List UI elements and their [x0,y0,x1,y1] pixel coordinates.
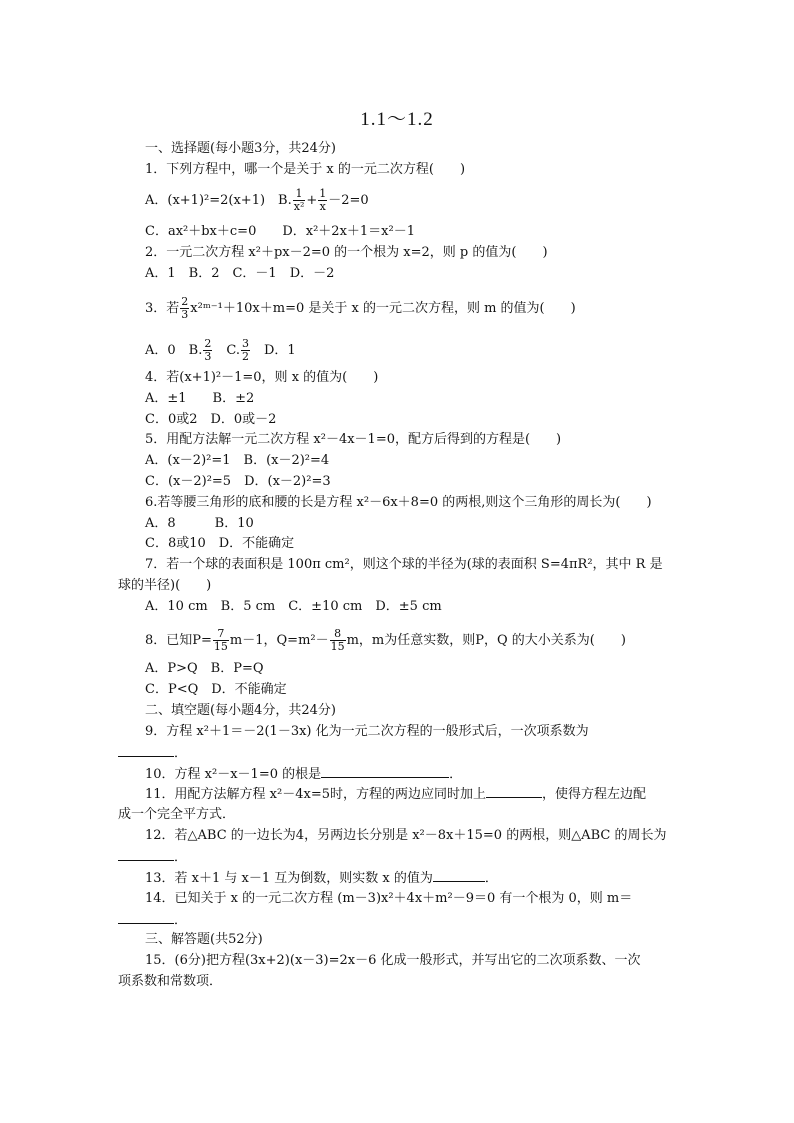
q11-answer-blank[interactable] [486,785,542,798]
question-15-continued: 项系数和常数项． [118,974,223,989]
q1-fraction-2: $\frac{1}{x}$ [319,187,327,213]
question-2: 2．一元二次方程 x²＋px－2=0 的一个根为 x=2，则 p 的值为( ) [145,245,548,260]
question-6-options-ab: A．8 B．10 [145,516,254,531]
q3-option-c-fraction: $\frac{3}{2}$ [241,337,249,363]
question-6-options-cd: C．8或10 D．不能确定 [145,536,295,551]
q8-fraction-1: $\frac{7}{15}$ [213,627,228,653]
q9-answer-blank[interactable] [118,744,174,757]
question-3: 3．若 $\frac{2}{3}$ x²ᵐ⁻¹＋10x＋m=0 是关于 x 的一元二次方程，则 m 的值为( ) [145,295,576,321]
question-11: 11．用配方法解方程 x²－4x=5时，方程的两边应同时加上 ，使得方程左边配 [145,787,646,802]
question-13: 13．若 x＋1 与 x－1 互为倒数，则实数 x 的值为 ． [145,871,498,886]
question-15: 15．(6分)把方程(3x+2)(x－3)=2x－6 化成一般形式，并写出它的二次项系数、一次 [145,953,641,968]
q1-option-a: A．(x+1)²=2(x+1) B. [145,193,292,208]
question-7-options: A．10 cm B．5 cm C．±10 cm D．±5 cm [145,599,442,614]
question-1: 1．下列方程中，哪一个是关于 x 的一元二次方程( ) [145,162,466,177]
section-heading-fill: 二、填空题(每小题4分，共24分) [145,703,336,718]
question-8-options-ab: A．P>Q B．P=Q [145,661,264,676]
question-12-answer-line: ． [118,848,187,867]
question-14-answer-line: ． [118,911,187,930]
q1-fraction-1: $\frac{1}{\text{x²}}$ [293,187,305,213]
q3-fraction: $\frac{2}{3}$ [181,295,189,321]
section-heading-choice: 一、选择题(每小题3分，共24分) [145,141,336,156]
question-5-options-cd: C．(x－2)²=5 D．(x－2)²=3 [145,474,331,489]
question-7: 7．若一个球的表面积是 100π cm²，则这个球的半径为(球的表面积 S=4πR²，其中 R 是 [145,557,663,572]
question-3-options: A．0 B. $\frac{2}{3}$ C. $\frac{3}{2}$ D．1 [145,337,296,363]
q10-answer-blank[interactable] [321,765,449,778]
question-1-options-ab: A．(x+1)²=2(x+1) B. $\frac{1}{\text{x²}}$ + $\frac{1}{x}$ －2=0 [145,187,369,213]
question-2-options: A．1 B．2 C．－1 D．－2 [145,266,335,281]
question-6: 6.若等腰三角形的底和腰的长是方程 x²－6x＋8=0 的两根,则这个三角形的周长为( ) [145,495,652,510]
question-9-answer-line: ． [118,744,187,763]
question-8-options-cd: C．P<Q D．不能确定 [145,682,287,697]
q12-answer-blank[interactable] [118,848,174,861]
question-12: 12．若△ABC 的一边长为4，另两边长分别是 x²－8x＋15=0 的两根，则△ABC 的周长为 [145,828,667,843]
question-9: 9．方程 x²＋1＝－2(1－3x) 化为一元二次方程的一般形式后，一次项系数为 [145,724,589,739]
question-5: 5．用配方法解一元二次方程 x²－4x－1=0，配方后得到的方程是( ) [145,432,562,447]
question-5-options-ab: A．(x－2)²=1 B．(x－2)²=4 [145,453,330,468]
question-10: 10．方程 x²－x－1=0 的根是 ． [145,767,463,782]
question-4-options-ab: A．±1 B．±2 [145,391,255,406]
page-title: 1.1～1.2 [360,109,434,130]
q14-answer-blank[interactable] [118,911,174,924]
question-4-options-cd: C．0或2 D．0或－2 [145,412,277,427]
question-11-continued: 成一个完全平方式． [118,807,236,822]
question-1-options-cd: C．ax²＋bx＋c=0 D．x²＋2x＋1＝x²－1 [145,224,415,239]
q3-option-b-fraction: $\frac{2}{3}$ [204,337,212,363]
question-7-continued: 球的半径)( ) [118,578,212,593]
question-8: 8．已知P= $\frac{7}{15}$ m－1，Q=m²－ $\frac{8}{15}$ m，m为任意实数，则P，Q 的大小关系为( ) [145,627,626,653]
question-14: 14．已知关于 x 的一元二次方程 (m－3)x²＋4x＋m²－9＝0 有一个根为 0，则 m＝ [145,891,633,906]
q13-answer-blank[interactable] [433,869,485,882]
q8-fraction-2: $\frac{8}{15}$ [330,627,345,653]
question-4: 4．若(x+1)²－1=0，则 x 的值为( ) [145,370,379,385]
section-heading-solve: 三、解答题(共52分) [145,932,263,947]
